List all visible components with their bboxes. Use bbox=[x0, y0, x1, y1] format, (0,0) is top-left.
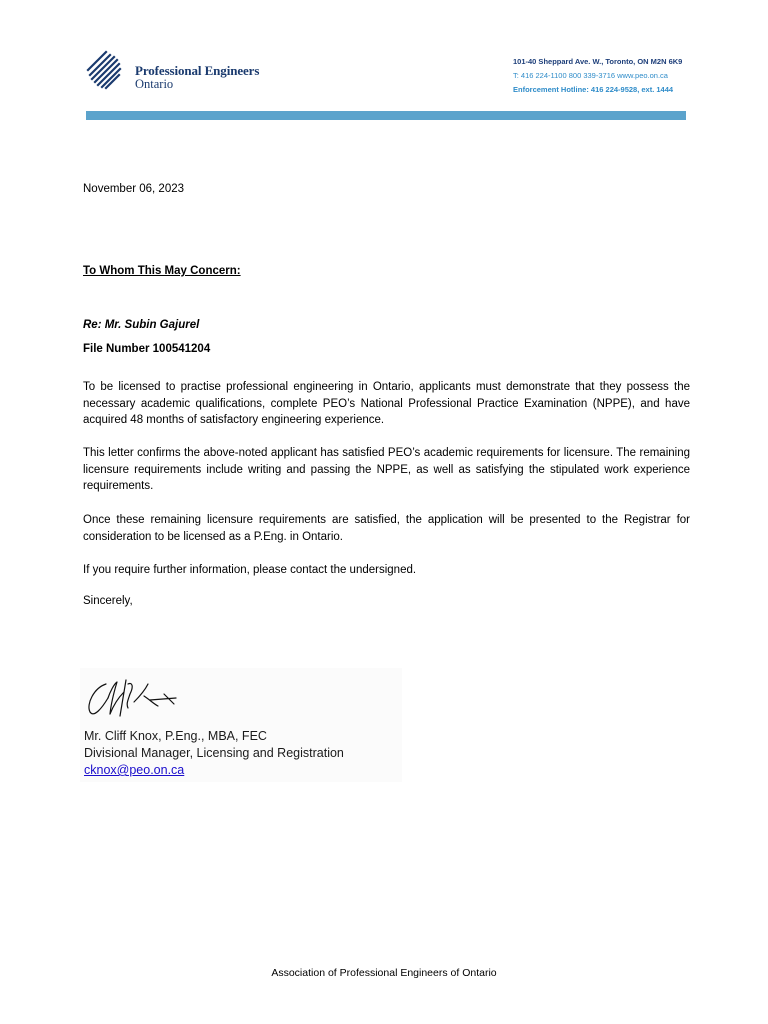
org-name-line1: Professional Engineers bbox=[135, 63, 260, 78]
org-logo-text bbox=[135, 64, 259, 91]
peo-logo-icon bbox=[86, 48, 128, 90]
paragraph-2: This letter confirms the above-noted applicant has satisfied PEO’s academic requirements for licensure. The remaining licensure requirements include writing and passing the NPPE, as well as satisfying the stipulated work experience requirements. bbox=[83, 447, 690, 493]
footer-text: Association of Professional Engineers of Ontario bbox=[271, 967, 497, 979]
paragraph-1: To be licensed to practise professional engineering in Ontario, applicants must demonstrate that they possess the necessary academic qualifications, complete PEO’s National Professional Practice Examination (NPPE), and have acquired 48 months of satisfactory engineering experience. bbox=[83, 381, 690, 427]
hotline-line: Enforcement Hotline: 416 224-9528, ext. 1444 bbox=[513, 85, 674, 94]
contact-block bbox=[513, 55, 682, 97]
phone-line: T: 416 224-1100 800 339-3716 www.peo.on.ca bbox=[513, 71, 668, 80]
header-divider-bar bbox=[86, 111, 686, 120]
signatory-name: Mr. Cliff Knox, P.Eng., MBA, FEC bbox=[84, 729, 267, 743]
file-number: File Number 100541204 bbox=[83, 343, 211, 355]
address-line: 101-40 Sheppard Ave. W., Toronto, ON M2N 6K9 bbox=[513, 57, 683, 66]
paragraph-4: If you require further information, please contact the undersigned. bbox=[83, 564, 417, 576]
re-line: Re: Mr. Subin Gajurel bbox=[83, 319, 200, 331]
paragraph-3: Once these remaining licensure requirements are satisfied, the application will be presented to the Registrar for consideration to be licensed as a P.Eng. in Ontario. bbox=[83, 514, 690, 543]
org-name-line2: Ontario bbox=[135, 76, 174, 91]
letter-date: November 06, 2023 bbox=[83, 183, 185, 195]
handwritten-signature-icon bbox=[84, 674, 194, 722]
signatory-email-link[interactable]: cknox@peo.on.ca bbox=[84, 763, 185, 777]
closing: Sincerely, bbox=[83, 595, 133, 607]
signatory-title: Divisional Manager, Licensing and Registration bbox=[84, 746, 344, 760]
salutation: To Whom This May Concern: bbox=[83, 265, 241, 277]
